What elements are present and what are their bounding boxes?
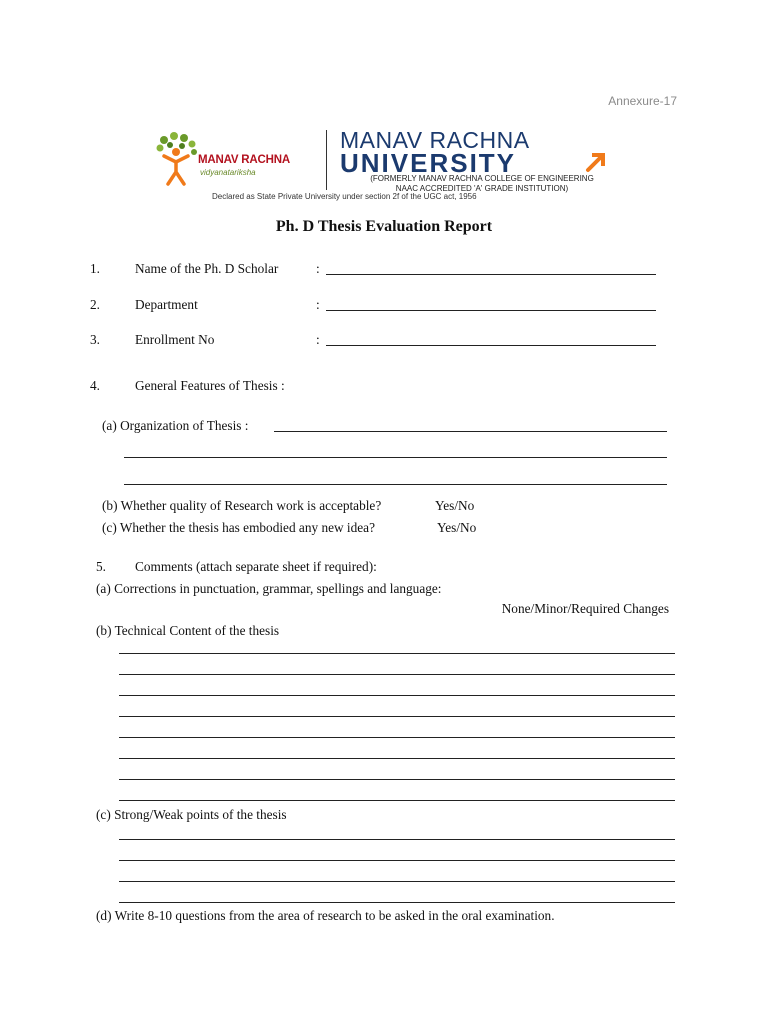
organization-line[interactable] [124,484,667,485]
field-colon: : [316,297,320,312]
section5-num: 5. [96,559,106,574]
annexure-label: Annexure-17 [608,94,677,108]
corrections-label: (a) Corrections in punctuation, grammar, spellings and language: [96,581,442,596]
left-logo-tagline: vidyanatariksha [200,168,256,177]
section4-num: 4. [90,378,100,393]
left-logo-brand: MANAV RACHNA [198,154,290,166]
department-line[interactable] [326,310,656,311]
technical-content-line[interactable] [119,716,675,717]
scholar-name-line[interactable] [326,274,656,275]
page-title: Ph. D Thesis Evaluation Report [275,218,493,235]
field-label-department: Department [135,297,198,312]
organization-label: (a) Organization of Thesis : [102,418,249,433]
university-name-line1: MANAV RACHNA [340,127,530,153]
research-quality-label: (b) Whether quality of Research work is acceptable? [102,498,382,513]
logo-divider [326,130,327,190]
organization-line[interactable] [124,457,667,458]
field-colon: : [316,332,320,347]
organization-line[interactable] [274,431,667,432]
strong-weak-label: (c) Strong/Weak points of the thesis [96,807,287,822]
technical-content-line[interactable] [119,779,675,780]
technical-content-label: (b) Technical Content of the thesis [96,623,280,638]
strong-weak-line[interactable] [119,839,675,840]
technical-content-line[interactable] [119,674,675,675]
section5-label: Comments (attach separate sheet if required): [135,559,377,574]
orange-arrow-icon [584,150,608,174]
manav-rachna-logo [154,132,324,192]
university-name-line2: UNIVERSITY [340,148,517,178]
new-idea-choice[interactable]: Yes/No [437,520,477,535]
research-quality-choice[interactable]: Yes/No [435,498,475,513]
field-label-enrollment: Enrollment No [135,332,215,347]
former-name-text: (FORMERLY MANAV RACHNA COLLEGE OF ENGINEERING NAAC ACCREDITED 'A' GRADE INSTITUTION) [370,174,594,193]
strong-weak-line[interactable] [119,902,675,903]
tree-person-icon [154,132,202,188]
field-num: 2. [90,297,100,312]
technical-content-line[interactable] [119,653,675,654]
new-idea-label: (c) Whether the thesis has embodied any new idea? [102,520,375,535]
technical-content-line[interactable] [119,800,675,801]
strong-weak-line[interactable] [119,881,675,882]
technical-content-line[interactable] [119,695,675,696]
field-label-scholar: Name of the Ph. D Scholar [135,261,279,276]
corrections-choice[interactable]: None/Minor/Required Changes [501,601,669,616]
field-num: 1. [90,261,100,276]
technical-content-line[interactable] [119,758,675,759]
technical-content-line[interactable] [119,737,675,738]
enrollment-line[interactable] [326,345,656,346]
strong-weak-line[interactable] [119,860,675,861]
field-num: 3. [90,332,100,347]
questions-label: (d) Write 8-10 questions from the area of research to be asked in the oral examination. [96,908,555,923]
section4-label: General Features of Thesis : [135,378,285,393]
declared-text: Declared as State Private University under section 2f of the UGC act, 1956 [212,192,477,201]
field-colon: : [316,261,320,276]
